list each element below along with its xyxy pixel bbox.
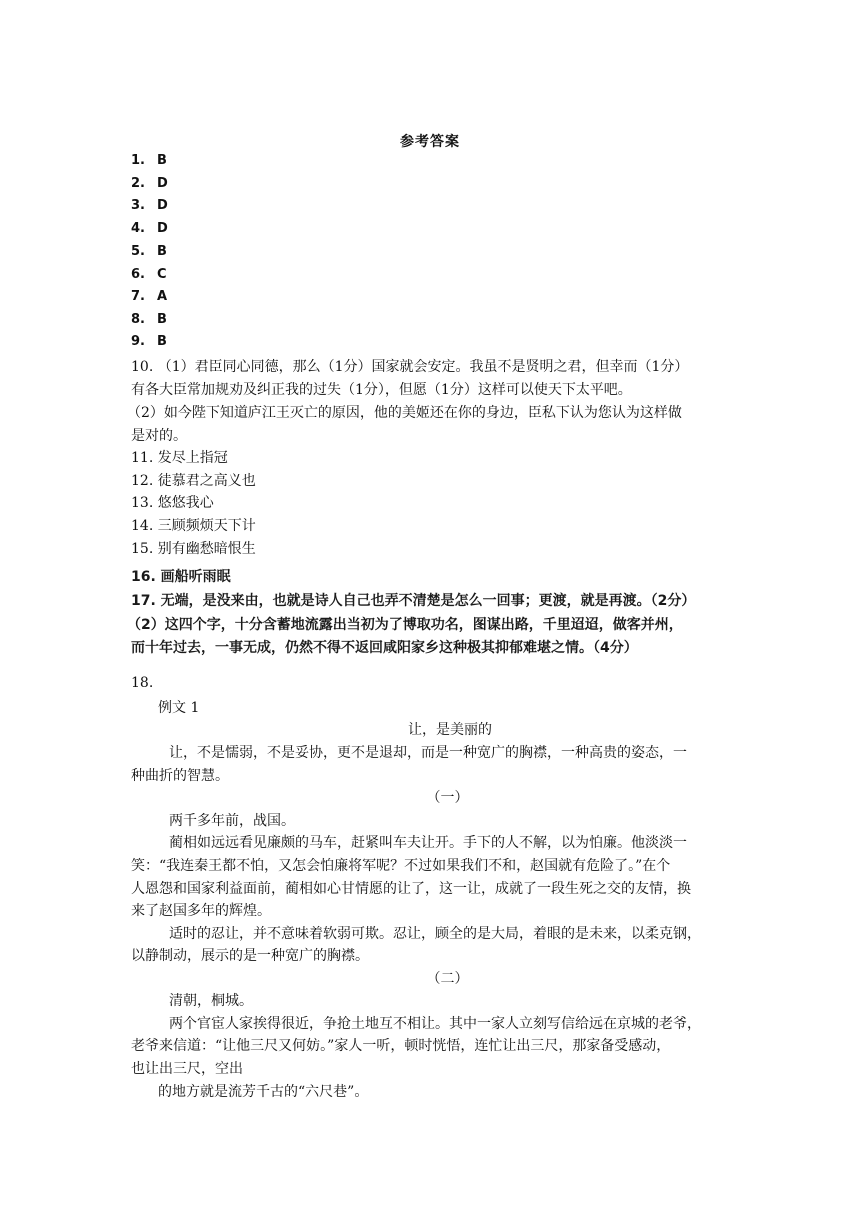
essay-paragraph: 老爷来信道：“让他三尺又何妨。”家人一听，顿时恍悟，连忙让出三尺，那家备受感动，	[131, 1038, 671, 1054]
essay-paragraph: 来了赵国多年的辉煌。	[131, 903, 271, 919]
answer-item: 4. D	[131, 221, 168, 236]
q10-line: 有各大臣常加规劝及纠正我的过失（1分），但愿（1分）这样可以使天下太平吧。	[131, 382, 632, 398]
q18-label: 18.	[131, 675, 154, 691]
q17-line: （2）这四个字，十分含蓄地流露出当初为了博取功名，图谋出路，千里迢迢，做客并州，	[127, 617, 683, 633]
essay-paragraph: 两个官宦人家挨得很近，争抢土地互不相让。其中一家人立刻写信给远在京城的老爷，	[169, 1016, 701, 1032]
section-heading: （一）	[426, 790, 469, 806]
essay-paragraph: 两千多年前，战国。	[169, 813, 295, 829]
fill-answer: 13. 悠悠我心	[131, 495, 214, 511]
essay-paragraph: 适时的忍让，并不意味着软弱可欺。忍让，顾全的是大局，着眼的是未来，以柔克钢，	[169, 926, 701, 942]
answer-item: 7. A	[131, 289, 168, 304]
page-title: 参考答案	[400, 134, 460, 150]
essay-paragraph: 种曲折的智慧。	[131, 768, 229, 784]
essay-paragraph: 人恩怨和国家利益面前，蔺相如心甘情愿的让了，这一让，成就了一段生死之交的友情，换	[131, 881, 691, 897]
essay-paragraph: 蔺相如远远看见廉颇的马车，赶紧叫车夫让开。手下的人不解，以为怕廉。他淡淡一	[169, 835, 687, 851]
fill-answer: 12. 徒慕君之高义也	[131, 473, 256, 489]
q17-line: 而十年过去，一事无成，仍然不得不返回咸阳家乡这种极其抑郁难堪之情。（4分）	[131, 640, 638, 656]
section-heading: （二）	[426, 971, 469, 987]
essay-paragraph: 的地方就是流芳千古的“六尺巷”。	[158, 1084, 369, 1100]
essay-paragraph: 让，不是懦弱，不是妥协，更不是退却，而是一种宽广的胸襟，一种高贵的姿态，一	[169, 745, 687, 761]
fill-answer: 14. 三顾频烦天下计	[131, 518, 256, 534]
fill-answer: 15. 别有幽愁暗恨生	[131, 541, 256, 557]
fill-answer: 11. 发尽上指冠	[131, 450, 228, 466]
answer-item: 6. C	[131, 267, 167, 282]
essay-paragraph: 以静制动，展示的是一种宽广的胸襟。	[131, 948, 369, 964]
q17-line: 17. 无端，是没来由，也就是诗人自己也弄不清楚是怎么一回事；更渡，就是再渡。（2分）	[131, 593, 696, 609]
q10-line: 10. （1）君臣同心同德，那么（1分）国家就会安定。我虽不是贤明之君，但幸而（1分）	[131, 359, 689, 375]
answer-item: 9. B	[131, 334, 167, 349]
q16-answer: 16. 画船听雨眠	[131, 569, 231, 585]
answer-item: 3. D	[131, 198, 168, 213]
essay-paragraph: 笑：“我连秦王都不怕，又怎会怕廉将军呢？不过如果我们不和，赵国就有危险了。”在个	[131, 858, 671, 874]
essay-title: 让，是美丽的	[408, 722, 492, 738]
q10-line: 是对的。	[131, 428, 187, 444]
essay-paragraph: 也让出三尺，空出	[131, 1061, 243, 1077]
answer-item: 2. D	[131, 176, 168, 191]
essay-paragraph: 清朝，桐城。	[169, 993, 253, 1009]
essay-label: 例文 1	[158, 700, 200, 716]
q10-line: （2）如今陛下知道庐江王灭亡的原因，他的美姬还在你的身边，臣私下认为您认为这样做	[127, 405, 682, 421]
answer-item: 5. B	[131, 244, 167, 259]
answer-item: 8. B	[131, 312, 167, 327]
answer-item: 1. B	[131, 153, 167, 168]
